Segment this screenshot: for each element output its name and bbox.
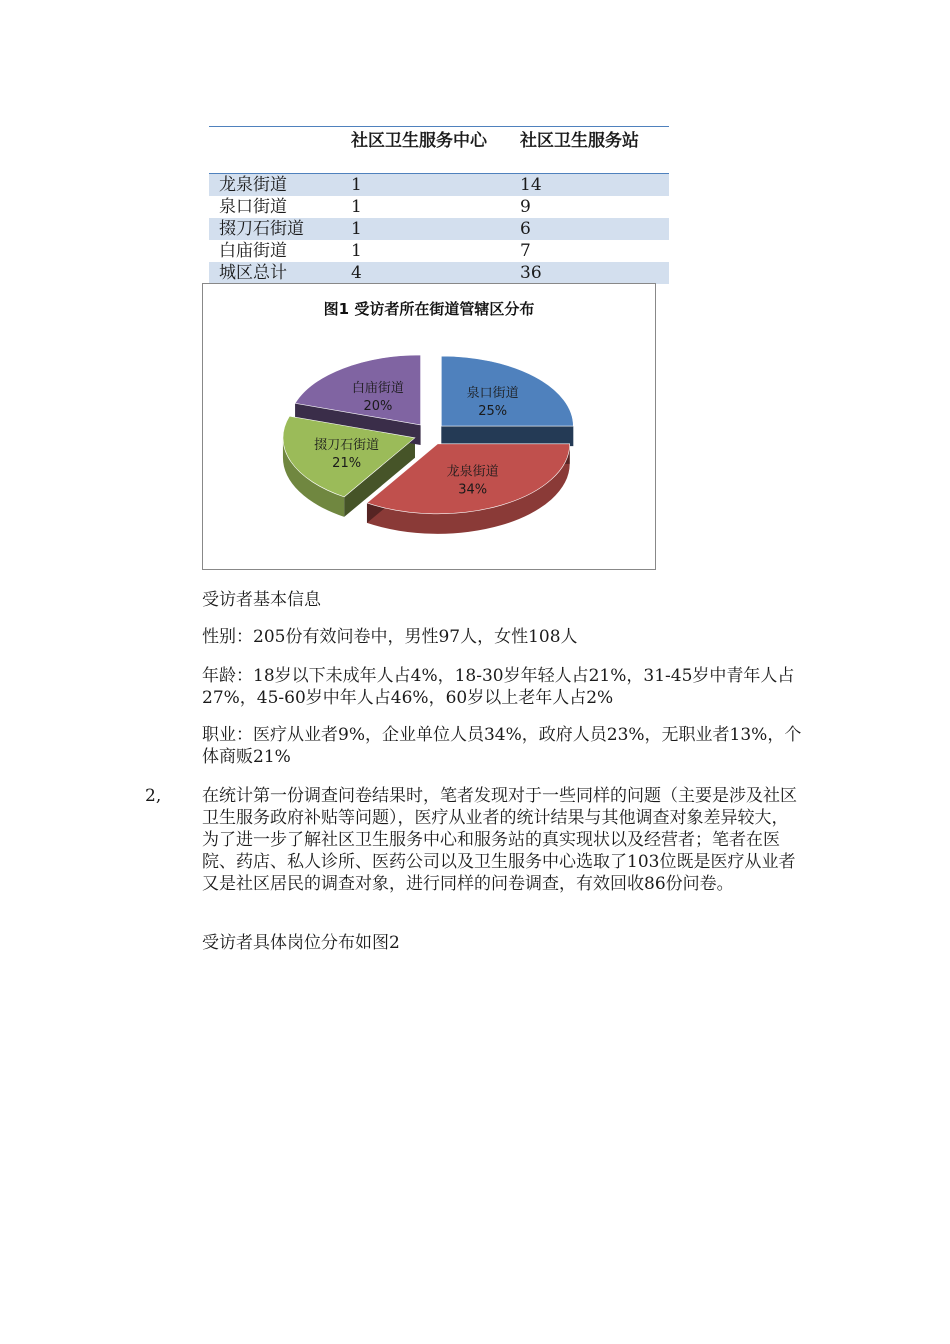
table-row [209, 240, 669, 262]
district-table [209, 126, 669, 284]
row-district: 龙泉街道 [219, 175, 287, 195]
pie-slice-percent: 34% [458, 482, 488, 498]
occupation-line: 职业：医疗从业者9%，企业单位人员34%，政府人员23%，无职业者13%，个体商贩21% [202, 725, 802, 767]
table-row [209, 262, 669, 284]
basic-info-heading: 受访者基本信息 [202, 590, 321, 610]
pie-slice-label: 白庙街道 [351, 380, 404, 396]
gender-line: 性别：205份有效问卷中，男性97人，女性108人 [202, 627, 578, 647]
pie-slice-label: 泉口街道 [466, 385, 519, 401]
table-header-row [209, 127, 669, 174]
pie-chart [203, 284, 657, 571]
row-center-count: 1 [351, 197, 362, 217]
row-district: 泉口街道 [219, 197, 287, 217]
row-station-count: 36 [520, 263, 542, 283]
row-district: 白庙街道 [219, 241, 287, 261]
row-center-count: 4 [351, 263, 362, 283]
row-station-count: 6 [520, 219, 531, 239]
pie-slice-label: 掇刀石街道 [314, 437, 380, 453]
row-station-count: 7 [520, 241, 531, 261]
chart-title: 图1 受访者所在街道管辖区分布 [323, 300, 535, 318]
row-district: 城区总计 [219, 263, 287, 283]
table-row [209, 174, 669, 196]
item-number: 2, [145, 786, 162, 806]
table-row [209, 218, 669, 240]
row-center-count: 1 [351, 175, 362, 195]
row-station-count: 14 [520, 175, 542, 195]
item-paragraph: 在统计第一份调查问卷结果时，笔者发现对于一些同样的问题（主要是涉及社区卫生服务政府补贴等问题），医疗从业者的统计结果与其他调查对象差异较大，为了进一步了解社区卫生服务中心和服务站的真实现状以及经营者；笔者在医院、药店、私人诊所、医药公司以及卫生服务中心选取了103位既是医疗从业者又是社区居民的调查对象，进行同样的问卷调查，有效回收86份问卷。 [202, 786, 797, 894]
header-center: 社区卫生服务中心 [351, 131, 487, 151]
position-distribution-line: 受访者具体岗位分布如图2 [202, 933, 400, 953]
header-station: 社区卫生服务站 [520, 131, 639, 151]
pie-slice-percent: 25% [478, 403, 508, 419]
row-district: 掇刀石街道 [219, 219, 304, 239]
pie-slice-cut [441, 426, 573, 446]
pie-slice-percent: 20% [363, 398, 393, 414]
row-center-count: 1 [351, 219, 362, 239]
pie-chart-frame [202, 283, 656, 570]
age-line: 年龄：18岁以下未成年人占4%，18-30岁年轻人占21%，31-45岁中青年人占27%，45-60岁中年人占46%，60岁以上老年人占2% [202, 666, 795, 708]
row-station-count: 9 [520, 197, 531, 217]
pie-slice-label: 龙泉街道 [446, 464, 499, 480]
pie-slice-percent: 21% [332, 455, 362, 471]
table-row [209, 196, 669, 218]
row-center-count: 1 [351, 241, 362, 261]
